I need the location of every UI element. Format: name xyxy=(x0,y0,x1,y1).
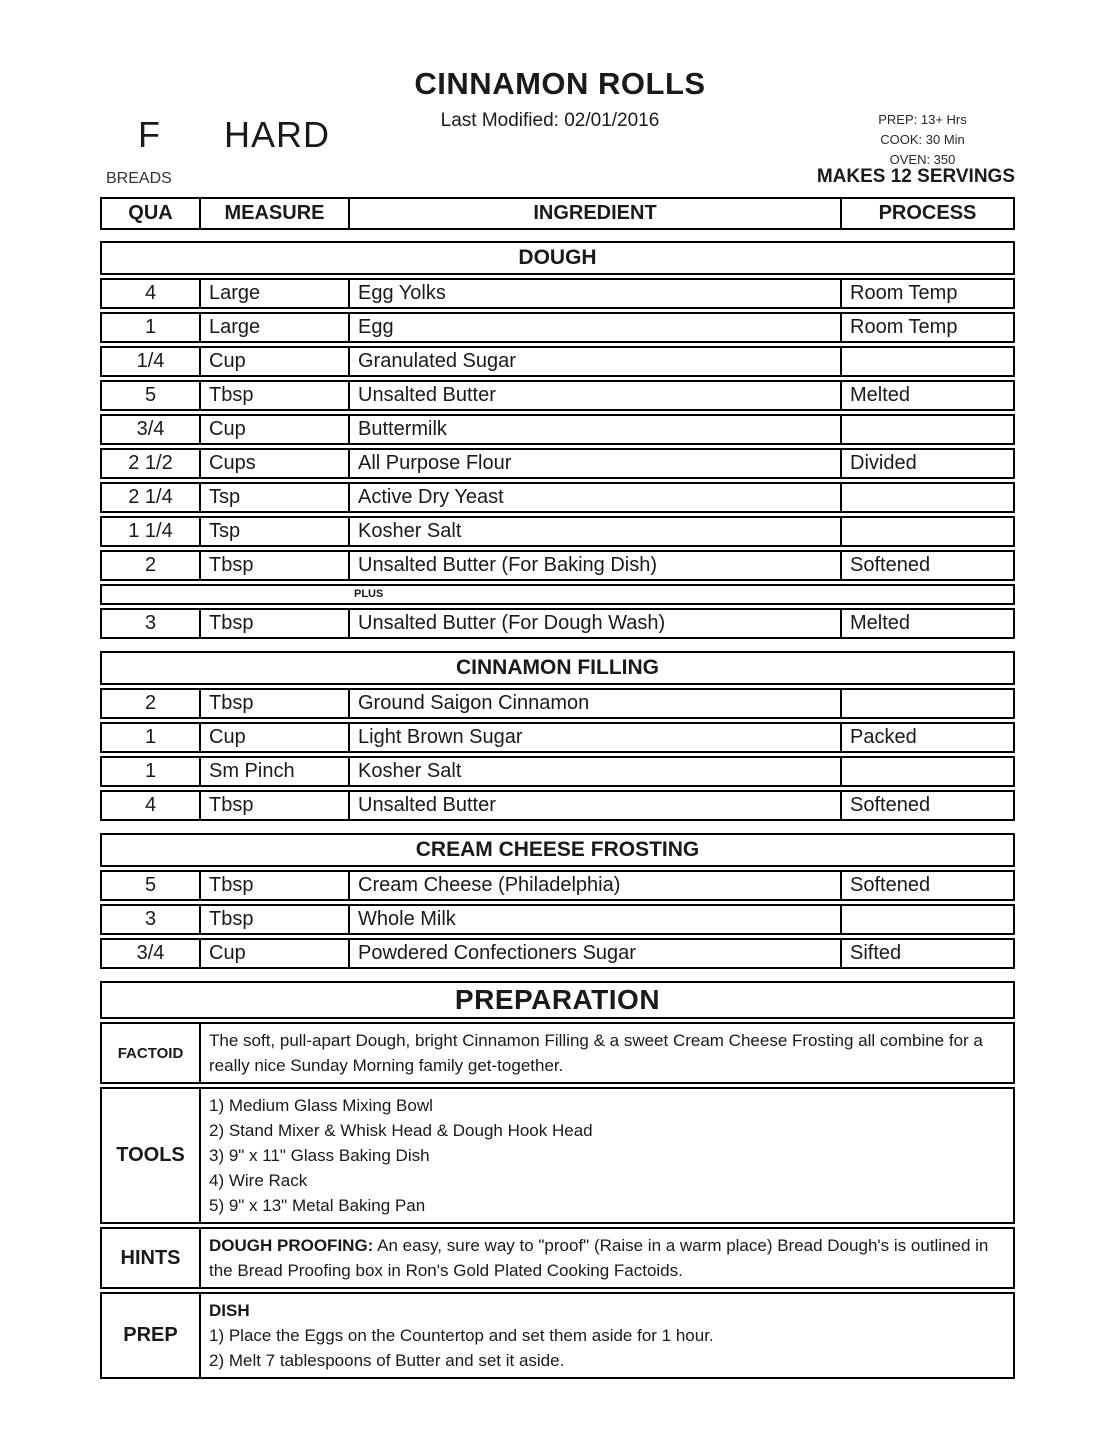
process-cell: Sifted xyxy=(840,940,1013,967)
table-row xyxy=(100,688,1015,719)
qua-cell: 2 xyxy=(144,554,157,576)
section-title-cinnamon-filling: CINNAMON FILLING xyxy=(100,651,1015,685)
measure-cell: Cup xyxy=(199,416,348,443)
prep-step: 1) Place the Eggs on the Countertop and set them aside for 1 hour. xyxy=(209,1326,714,1345)
ingredient-cell: Whole Milk xyxy=(348,906,840,933)
measure-cell: Tsp xyxy=(199,518,348,545)
table-row xyxy=(100,938,1015,969)
hints-lead: DOUGH PROOFING: xyxy=(209,1236,374,1255)
measure-cell: Cups xyxy=(199,450,348,477)
tools-label: TOOLS xyxy=(116,1144,185,1166)
process-cell xyxy=(840,484,1013,511)
table-row xyxy=(100,312,1015,343)
process-cell: Room Temp xyxy=(840,314,1013,341)
process-cell xyxy=(840,906,1013,933)
measure-cell: Tbsp xyxy=(199,610,348,637)
ingredient-cell: Buttermilk xyxy=(348,416,840,443)
table-row xyxy=(100,608,1015,639)
ingredient-cell: Unsalted Butter (For Baking Dish) xyxy=(348,552,840,579)
column-header-row xyxy=(100,197,1015,230)
recipe-grade: F xyxy=(138,114,160,155)
table-row xyxy=(100,516,1015,547)
page-title: CINNAMON ROLLS xyxy=(414,66,706,101)
section-preparation xyxy=(100,981,1015,1379)
ingredient-cell: Unsalted Butter xyxy=(348,792,840,819)
prep-time: PREP: 13+ Hrs xyxy=(878,112,967,127)
tools-item: 5) 9" x 13" Metal Baking Pan xyxy=(209,1196,426,1215)
process-cell xyxy=(840,416,1013,443)
hints-text xyxy=(199,1229,1013,1287)
prep-step: 2) Melt 7 tablespoons of Butter and set it aside. xyxy=(209,1351,565,1370)
tools-item: 1) Medium Glass Mixing Bowl xyxy=(209,1096,433,1115)
measure-cell: Tbsp xyxy=(199,872,348,899)
qua-cell: 2 1/4 xyxy=(128,486,173,508)
ingredient-cell: Light Brown Sugar xyxy=(348,724,840,751)
qua-cell: 1 xyxy=(144,316,157,338)
oven-temp: OVEN: 350 xyxy=(889,152,956,167)
measure-cell: Tsp xyxy=(199,484,348,511)
process-cell xyxy=(840,758,1013,785)
tools-item: 4) Wire Rack xyxy=(209,1171,308,1190)
process-cell: Softened xyxy=(840,792,1013,819)
qua-cell: 3/4 xyxy=(136,942,165,964)
recipe-category: BREADS xyxy=(106,170,172,187)
measure-cell: Cup xyxy=(199,724,348,751)
timing-meta xyxy=(820,110,1025,170)
measure-cell: Tbsp xyxy=(199,792,348,819)
ingredient-cell: Unsalted Butter xyxy=(348,382,840,409)
ingredient-cell: Active Dry Yeast xyxy=(348,484,840,511)
section-title-dough: DOUGH xyxy=(100,241,1015,275)
table-row xyxy=(100,380,1015,411)
table-row xyxy=(100,346,1015,377)
process-cell: Softened xyxy=(840,872,1013,899)
qua-cell: 1/4 xyxy=(136,350,165,372)
prep-steps xyxy=(199,1294,1013,1377)
process-cell xyxy=(840,348,1013,375)
ingredient-cell: Granulated Sugar xyxy=(348,348,840,375)
table-row xyxy=(100,904,1015,935)
column-header-measure: MEASURE xyxy=(199,199,348,228)
ingredient-cell: Cream Cheese (Philadelphia) xyxy=(348,872,840,899)
tools-item: 3) 9" x 11" Glass Baking Dish xyxy=(209,1146,430,1165)
process-cell: Divided xyxy=(840,450,1013,477)
table-row xyxy=(100,790,1015,821)
recipe-sheet xyxy=(100,197,1015,1382)
measure-cell: Tbsp xyxy=(199,382,348,409)
ingredient-cell: Kosher Salt xyxy=(348,758,840,785)
qua-cell: 1 xyxy=(144,760,157,782)
section-title-preparation: PREPARATION xyxy=(100,981,1015,1019)
ingredient-cell: Powdered Confectioners Sugar xyxy=(348,940,840,967)
qua-cell: 3/4 xyxy=(136,418,165,440)
qua-cell: 3 xyxy=(144,612,157,634)
prep-block xyxy=(100,1292,1015,1379)
cook-time: COOK: 30 Min xyxy=(880,132,965,147)
qua-cell: 2 xyxy=(144,692,157,714)
ingredient-cell: All Purpose Flour xyxy=(348,450,840,477)
measure-cell: Large xyxy=(199,314,348,341)
prep-heading: DISH xyxy=(209,1301,250,1320)
measure-cell: Cup xyxy=(199,940,348,967)
ingredient-cell: Kosher Salt xyxy=(348,518,840,545)
last-modified-date: Last Modified: 02/01/2016 xyxy=(440,110,660,131)
ingredient-cell: Egg xyxy=(348,314,840,341)
ingredient-cell: Unsalted Butter (For Dough Wash) xyxy=(348,610,840,637)
column-header-ingredient: INGREDIENT xyxy=(348,199,840,228)
tools-list xyxy=(199,1089,1013,1222)
section-cinnamon-filling xyxy=(100,651,1015,821)
factoid-label: FACTOID xyxy=(117,1044,184,1062)
section-dough xyxy=(100,241,1015,639)
table-row xyxy=(100,722,1015,753)
table-row xyxy=(100,482,1015,513)
section-title-cream-cheese-frosting: CREAM CHEESE FROSTING xyxy=(100,833,1015,867)
table-row xyxy=(100,414,1015,445)
table-row xyxy=(100,448,1015,479)
process-cell: Softened xyxy=(840,552,1013,579)
ingredient-cell: Ground Saigon Cinnamon xyxy=(348,690,840,717)
table-row xyxy=(100,870,1015,901)
table-row xyxy=(100,550,1015,581)
measure-cell: Tbsp xyxy=(199,690,348,717)
column-header-qua: QUA xyxy=(128,202,173,224)
factoid-text: The soft, pull-apart Dough, bright Cinnamon Filling & a sweet Cream Cheese Frosting all combine for a really nice Sunday Morning family get-together. xyxy=(199,1024,1013,1082)
measure-cell: Large xyxy=(199,280,348,307)
measure-cell: Tbsp xyxy=(199,906,348,933)
qua-cell: 5 xyxy=(144,384,157,406)
column-header-process: PROCESS xyxy=(840,199,1013,228)
table-row xyxy=(100,278,1015,309)
factoid-block xyxy=(100,1022,1015,1084)
process-cell: Packed xyxy=(840,724,1013,751)
measure-cell: Tbsp xyxy=(199,552,348,579)
qua-cell: 1 xyxy=(144,726,157,748)
qua-cell: 1 1/4 xyxy=(128,520,173,542)
measure-cell: Sm Pinch xyxy=(199,758,348,785)
qua-cell: 2 1/2 xyxy=(128,452,173,474)
process-cell xyxy=(840,518,1013,545)
hints-label: HINTS xyxy=(120,1246,181,1269)
ingredient-cell: Egg Yolks xyxy=(348,280,840,307)
plus-divider-row: PLUS xyxy=(100,584,1015,605)
hints-block xyxy=(100,1227,1015,1289)
process-cell: Melted xyxy=(840,610,1013,637)
table-row xyxy=(100,756,1015,787)
prep-label: PREP xyxy=(123,1324,178,1346)
hints-body: An easy, sure way to "proof" (Raise in a warm place) Bread Dough's is outlined in the Bread Proofing box in Ron's Gold Plated Cooking Factoids. xyxy=(209,1236,989,1280)
qua-cell: 5 xyxy=(144,874,157,896)
measure-cell: Cup xyxy=(199,348,348,375)
section-cream-cheese-frosting xyxy=(100,833,1015,969)
qua-cell: 4 xyxy=(144,282,157,304)
recipe-difficulty: HARD xyxy=(224,114,331,155)
tools-item: 2) Stand Mixer & Whisk Head & Dough Hook Head xyxy=(209,1121,593,1140)
qua-cell: 4 xyxy=(144,794,157,816)
process-cell: Room Temp xyxy=(840,280,1013,307)
servings-label: MAKES 12 SERVINGS xyxy=(816,166,1015,187)
process-cell: Melted xyxy=(840,382,1013,409)
process-cell xyxy=(840,690,1013,717)
qua-cell: 3 xyxy=(144,908,157,930)
tools-block xyxy=(100,1087,1015,1224)
